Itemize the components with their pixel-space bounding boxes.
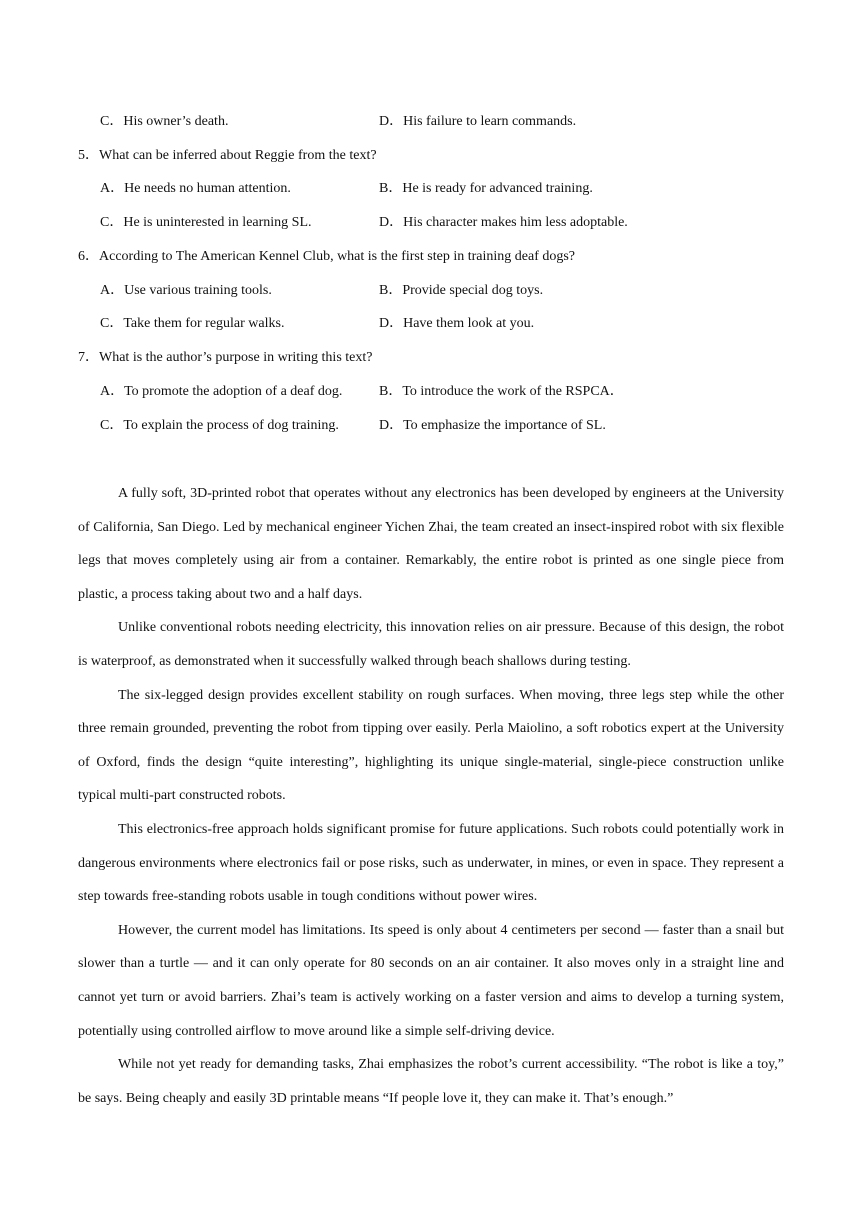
q7-option-a: A．To promote the adoption of a deaf dog.	[100, 384, 343, 399]
passage-paragraph-6: While not yet ready for demanding tasks, Zhai emphasizes the robot’s current accessibility. “The robot is like a toy,” be says. Being cheaply and easily 3D printable means “If people love it, they can make it. That’s enough.”	[78, 1057, 784, 1106]
passage-paragraph-2: Unlike conventional robots needing electricity, this innovation relies on air pressure. Because of this design, the robot is waterproof, as demonstrated when it successfully walked through beach shallows during testing.	[78, 620, 784, 669]
passage-paragraph-1: A fully soft, 3D-printed robot that operates without any electronics has been developed by engineers at the University of California, San Diego. Led by mechanical engineer Yichen Zhai, the team created an insect-inspired robot with six flexible legs that moves completely using air from a container. Remarkably, the entire robot is printed as one single piece from plastic, a process taking about two and a half days.	[78, 486, 784, 602]
q7-option-c: C．To explain the process of dog training.	[100, 418, 339, 433]
q6-option-a: A．Use various training tools.	[100, 283, 272, 298]
q7-option-d: D．To emphasize the importance of SL.	[379, 418, 606, 433]
q6-option-b: B．Provide special dog toys.	[379, 283, 544, 298]
passage-paragraph-4: This electronics-free approach holds significant promise for future applications. Such robots could potentially work in dangerous environments where electronics fail or pose risks, such as underwater, in mines, or even in space. They represent a step towards free-standing robots usable in tough conditions without power wires.	[78, 821, 784, 905]
passage	[78, 477, 784, 1115]
passage-paragraph-3: The six-legged design provides excellent stability on rough surfaces. When moving, three legs step while the other three remain grounded, preventing the robot from tipping over easily. Perla Maiolino, a soft robotics expert at the University of Oxford, finds the design “quite interesting”, highlighting its unique single-material, single-piece construction unlike typical multi-part constructed robots.	[78, 687, 784, 804]
q5-option-a: A．He needs no human attention.	[100, 181, 291, 196]
q4-option-d: D．His failure to learn commands.	[379, 114, 577, 129]
question-7-stem: 7．What is the author’s purpose in writing this text?	[78, 350, 373, 365]
passage-paragraph-5: However, the current model has limitations. Its speed is only about 4 centimeters per second — faster than a snail but slower than a turtle — and it can only operate for 80 seconds on an air container. It also moves only in a straight line and cannot yet turn or avoid barriers. Zhai’s team is actively working on a faster version and aims to develop a turning system, potentially using controlled airflow to move around like a simple self-driving device.	[78, 922, 784, 1039]
q5-option-d: D．His character makes him less adoptable.	[379, 215, 628, 230]
q5-option-b: B．He is ready for advanced training.	[379, 181, 593, 196]
q5-option-c: C．He is uninterested in learning SL.	[100, 215, 312, 230]
question-6-stem: 6．According to The American Kennel Club, what is the first step in training deaf dogs?	[78, 249, 576, 264]
q7-option-b: B．To introduce the work of the RSPCA．	[379, 384, 624, 399]
q6-option-c: C．Take them for regular walks.	[100, 316, 285, 331]
question-5-stem: 5．What can be inferred about Reggie from the text?	[78, 148, 377, 163]
q6-option-d: D．Have them look at you.	[379, 316, 535, 331]
q4-option-c: C．His owner’s death.	[100, 114, 229, 129]
